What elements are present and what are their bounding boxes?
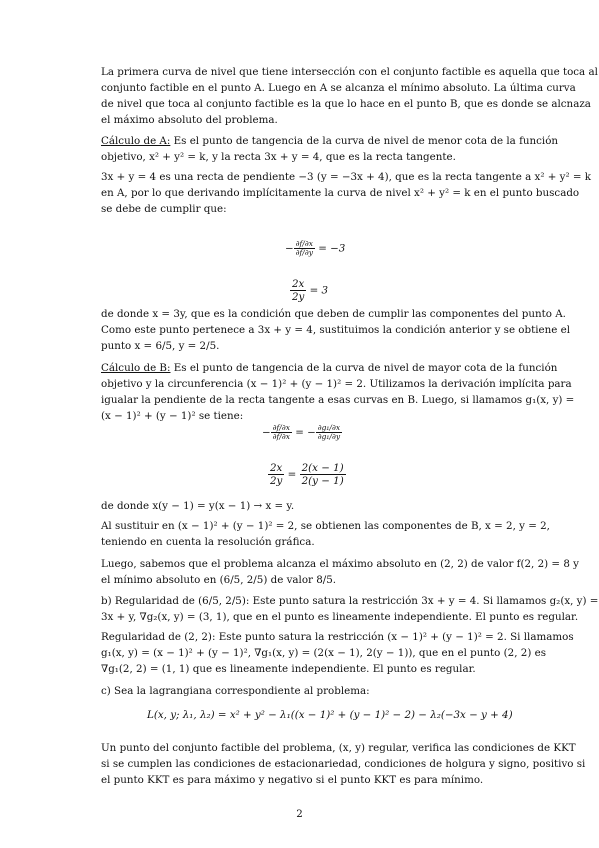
- paragraph-intro: [101, 64, 598, 128]
- equation-lagrangian: L(x, y; λ₁, λ₂) = x² + y² − λ₁((x − 1)² + (y − 1)² − 2) − λ₂(−3x − y + 4): [147, 709, 513, 721]
- equation-equals: = −: [295, 426, 316, 439]
- text-line: La primera curva de nivel que tiene intersección con el conjunto factible es aquella que toca al: [101, 66, 598, 78]
- fraction-numerator: 2x: [290, 278, 306, 291]
- text-line: el máximo absoluto del problema.: [101, 114, 278, 126]
- fraction-numerator: 2x: [268, 462, 284, 475]
- paragraph-calculo-b: [101, 360, 575, 424]
- text-line: igualar la pendiente de la recta tangente a esas curvas en B. Luego, si llamamos g₁(x, y) =: [101, 394, 575, 406]
- fraction-denominator: 2y: [270, 475, 283, 487]
- fraction-numerator: 2(x − 1): [300, 462, 346, 475]
- text-line-calculo-b-heading: Cálculo de B: Es el punto de tangencia de la curva de nivel de mayor cota de la función: [101, 362, 558, 374]
- equation-sign: −: [262, 426, 271, 439]
- text-line: objetivo y la circunferencia (x − 1)² + (y − 1)² = 2. Utilizamos la derivación implícita para: [101, 378, 572, 390]
- equation-equals: =: [287, 468, 297, 481]
- equation-a2: [290, 278, 328, 303]
- text-line: Al sustituir en (x − 1)² + (y − 1)² = 2, se obtienen las componentes de B, x = 2, y = 2,: [101, 520, 550, 532]
- equation-sign: −: [285, 242, 294, 255]
- text-line: Luego, sabemos que el problema alcanza el máximo absoluto en (2, 2) de valor f(2, 2) = 8 y: [101, 558, 579, 570]
- text-line: conjunto factible en el punto A. Luego en A se alcanza el mínimo absoluto. La última curva: [101, 82, 576, 94]
- text-line: de donde x = 3y, que es la condición que deben de cumplir las componentes del punto A.: [101, 308, 566, 320]
- text-line: de donde x(y − 1) = y(x − 1) → x = y.: [101, 500, 295, 512]
- paragraph-regularidad-b: [101, 629, 574, 677]
- fraction-numerator: ∂f/∂x: [272, 423, 290, 432]
- text-line: si se cumplen las condiciones de estacionariedad, condiciones de holgura y signo, positivo si: [101, 758, 586, 770]
- text-line: 3x + y = 4 es una recta de pendiente −3 (y = −3x + 4), que es la recta tangente a x² + y² = k: [101, 171, 592, 183]
- text-line-calculo-a-heading: Cálculo de A: Es el punto de tangencia de la curva de nivel de menor cota de la función: [101, 135, 559, 147]
- paragraph-recta-tangente: [101, 169, 592, 217]
- paragraph-condicion-a: [101, 306, 571, 354]
- equation-a1: [285, 240, 345, 257]
- text-line: g₁(x, y) = (x − 1)² + (y − 1)², ∇g₁(x, y) = (2(x − 1), 2(y − 1)), que en el punto (2, 2) es: [101, 647, 546, 659]
- text-line: de nivel que toca al conjunto factible es la que lo hace en el punto B, que es donde se alcnaza: [101, 98, 591, 110]
- text-line: el punto KKT es para máximo y negativo si el punto KKT es para mínimo.: [101, 774, 484, 786]
- fraction-denominator: 2(y − 1): [301, 475, 344, 487]
- text-line: teniendo en cuenta la resolución gráfica.: [101, 536, 315, 548]
- equation-rhs: = −3: [318, 242, 346, 255]
- fraction: [271, 424, 292, 441]
- text-line: el mínimo absoluto en (6/5, 2/5) de valor 8/5.: [101, 574, 337, 586]
- text-line: punto x = 6/5, y = 2/5.: [101, 340, 220, 352]
- paragraph-lagrangiana-intro: [101, 683, 546, 699]
- fraction: [268, 462, 284, 487]
- paragraph-sustituir: [101, 518, 550, 550]
- fraction: [290, 278, 306, 303]
- underlined-heading: Cálculo de B:: [101, 362, 171, 374]
- text-line: ∇g₁(2, 2) = (1, 1) que es lineamente independiente. El punto es regular.: [101, 663, 476, 675]
- paragraph-regularidad-a: [101, 593, 599, 625]
- fraction-numerator: ∂g₁/∂x: [317, 423, 341, 432]
- text-line: Un punto del conjunto factible del problema, (x, y) regular, verifica las condiciones de KKT: [101, 742, 576, 754]
- text-line: 3x + y, ∇g₂(x, y) = (3, 1), que en el punto es lineamente independiente. El punto es regular.: [101, 611, 579, 623]
- equation-b1: [262, 424, 342, 441]
- fraction: [300, 462, 346, 487]
- fraction-denominator: ∂f/∂x: [272, 432, 290, 441]
- text-line: (x − 1)² + (y − 1)² se tiene:: [101, 410, 244, 422]
- page-number: 2: [296, 808, 303, 820]
- text-line: Regularidad de (2, 2): Este punto satura la restricción (x − 1)² + (y − 1)² = 2. Si llamamos: [101, 631, 574, 643]
- fraction-denominator: 2y: [292, 291, 305, 303]
- text-line: en A, por lo que derivando implícitamente la curva de nivel x² + y² = k en el punto buscado: [101, 187, 580, 199]
- paragraph-calculo-a: [101, 133, 559, 165]
- paragraph-kkt: [101, 740, 586, 788]
- fraction-denominator: ∂g₁/∂y: [317, 432, 341, 441]
- paragraph-donde-b: [101, 498, 546, 514]
- fraction-denominator: ∂f/∂y: [295, 248, 313, 257]
- equation-rhs: = 3: [309, 284, 329, 297]
- fraction: [316, 424, 342, 441]
- paragraph-conclusion-a: [101, 556, 579, 588]
- text-line: objetivo, x² + y² = k, y la recta 3x + y = 4, que es la recta tangente.: [101, 151, 456, 163]
- text-line: b) Regularidad de (6/5, 2/5): Este punto satura la restricción 3x + y = 4. Si llamamos g₂(x, y) =: [101, 595, 599, 607]
- text-line: se debe de cumplir que:: [101, 203, 227, 215]
- underlined-heading: Cálculo de A:: [101, 135, 171, 147]
- fraction-numerator: ∂f/∂x: [295, 239, 313, 248]
- text-line: c) Sea la lagrangiana correspondiente al problema:: [101, 685, 370, 697]
- text-line: Como este punto pertenece a 3x + y = 4, sustituimos la condición anterior y se obtiene el: [101, 324, 571, 336]
- equation-b2: [268, 462, 346, 487]
- fraction: [294, 240, 315, 257]
